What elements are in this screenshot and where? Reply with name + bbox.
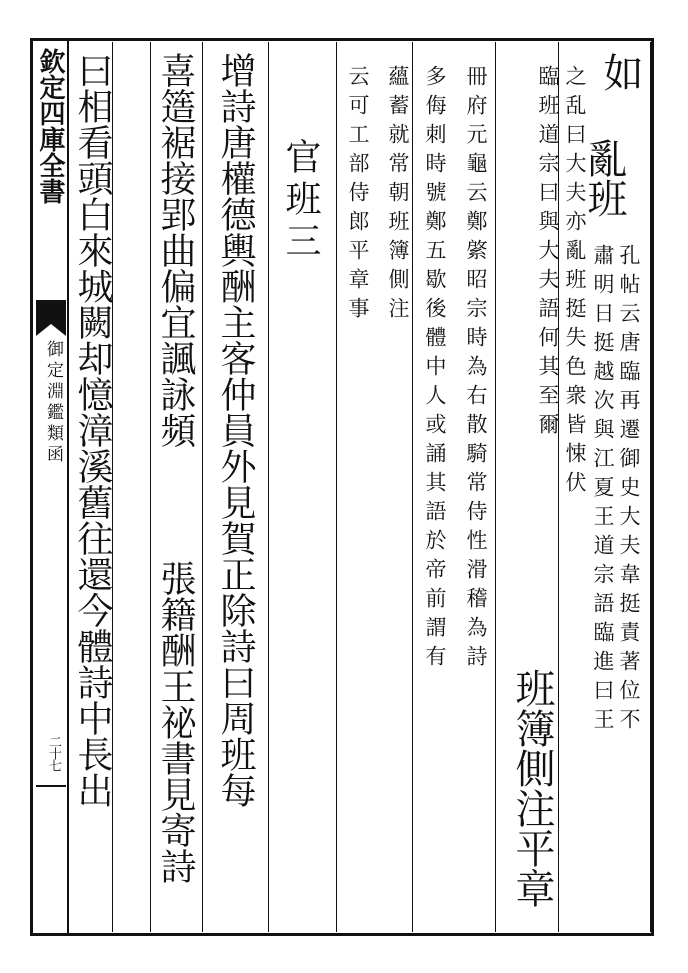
- column-rule: [650, 42, 651, 932]
- fishtail-mark-icon: [36, 300, 66, 336]
- text-column-main-2: 增詩唐權德輿酬主客仲員外見賀正除詩曰周班每: [215, 52, 256, 808]
- column-rule: [412, 42, 413, 932]
- page-number-rule: [36, 785, 66, 787]
- text-column-main-4: 曰相看頭白來城闕却憶漳溪舊往還今體詩中長出: [72, 52, 113, 808]
- section-heading: 官班三: [280, 138, 321, 264]
- annotation-column: 孔帖云唐臨再遷御史大夫韋挺責著位不: [617, 244, 641, 737]
- text-column-main-1c: 班簿側注平章: [509, 668, 555, 908]
- text-column-main-3a: 喜簉裾接郢曲偏宜諷詠頻: [155, 52, 196, 448]
- text-column-main-1b: 亂班: [581, 138, 627, 218]
- book-title: 欽定四庫全書: [35, 48, 65, 204]
- text-column-main-3b: 張籍酬王祕書見寄詩: [155, 560, 196, 884]
- page-number: 二十七: [46, 735, 61, 771]
- annotation-column: 冊府元龜云鄭綮昭宗時為右散騎常侍性滑稽為詩: [464, 65, 488, 674]
- column-rule: [202, 42, 203, 932]
- annotation-column: 臨班道宗曰與大夫語何其至爾: [536, 65, 560, 442]
- column-rule: [150, 42, 151, 932]
- annotation-column: 蘊蓄就常朝班簿側注: [386, 65, 410, 326]
- column-rule: [495, 42, 496, 932]
- annotation-column: 肅明日挺越次與江夏王道宗語臨進曰王: [591, 244, 615, 737]
- book-subtitle: 御定淵鑑類函: [43, 340, 63, 466]
- text-column-main-1a: 如: [597, 52, 643, 92]
- column-rule: [336, 42, 337, 932]
- annotation-column: 云可工部侍郎平章事: [346, 65, 370, 326]
- column-rule: [268, 42, 269, 932]
- annotation-column: 之乱曰大夫亦亂班挺失色衆皆悚伏: [563, 65, 587, 500]
- annotation-column: 多侮刺時號鄭五歇後體中人或誦其語於帝前謂有: [423, 65, 447, 674]
